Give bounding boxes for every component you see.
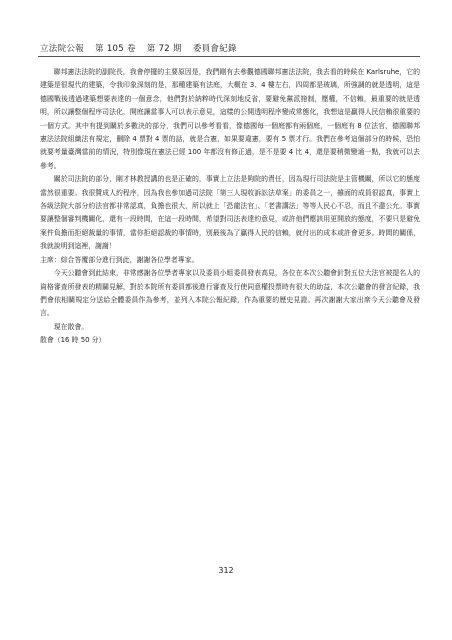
volume-number: 第 105 卷 (95, 44, 136, 54)
section-name: 委員會紀錄 (192, 44, 237, 54)
page-number: 312 (218, 566, 234, 575)
paragraph-4: 今天公聽會到此結束，非常感謝各位學者專家以及委員小組委員發表高見，各位在本次公聽會針對五位大法官被提名人的資格審查所發表的精闢見解，對於本院所有委員都後進行審查及行使同意權投票時有很大的助益，本次公聽會的發言紀錄，我們會依相關規定分送給全體委員作為參考，並列入本院公報紀錄，作為重要的歷史見證。再次謝謝大家出席今天公聽會及發言。 (40, 269, 420, 318)
adjourn-notice: 現在散會。 (53, 322, 89, 331)
issue-number: 第 72 期 (146, 44, 182, 54)
paragraph-1: 聯邦憲法法院的副院長，我會停擺的主要原因是，我們剛有去參觀德國聯邦憲法法院，我去看的時候在 Karlsruhe，它的建築是很現代的建築，令我印象深刻的是，那種建築有法庭，大概在 3、4 樓左右，四周都是玻璃，所強調的就是透明，這是德國戰後透過建築想要表達的一個意念，他們對於納粹時代深刻地反省，要避免黨派箝制，壓權，不信賴，最重要的就是透明，所以讓整個程序司法化，開庭讓當事人可以表示意見，這樣的公開透明程序變成常態化，我想這是贏得人民信賴很重要的一個方式。其中有提到關於多數決的部分，我們可以參考看看，像德國每一個庭都有兩個庭，一個庭有 8 位法官，德國聯邦憲法法院組織法有規定，刪除 4 票對 4 票的話，就是合憲，如果要違憲，要有 5 票才行。我們在參考這個部分的時候，恐怕就要考量臺灣當前的情況，特別像現在憲法已經 100 年都沒有修正過，是不是要 4 比 4，還是要稍微變通一點，我就可以去參考。 (40, 68, 420, 170)
document-body (40, 66, 420, 348)
adjourn-time: 散會（16 時 50 分） (40, 336, 106, 345)
chair-statement: 主席：綜合答覆部分進行到此，謝謝各位學者專家。 (40, 255, 199, 264)
header-divider (38, 56, 420, 57)
publication-name: 立法院公報 (40, 44, 85, 54)
page-header (40, 42, 420, 54)
paragraph-2: 關於司法院的部分，剛才林教授講的也是正確的，事實上立法是夠院的責任，因為現行司法院是主管機關，所以它的態度當然很重要。我很贊成人約程序，因為我也參加過司法院「第三人現收訴訟法草案」的委員之一，雖面的成員很認真，事實上各級法院大部分約法官都非常認真，負擔也很大，所以就上「恐龍法官」、「老書講法」等等人民心不忍，而且不盡公允。事實要讓整個審判機關化，還有一段時間，在這一段時間，希望對司法表達約意見，或許他們應該用更開放約態度，不要只是避免案件負擔而拒絕裁量的事情，當你拒絕認裁的事情時，別最後為了贏得人民的信賴，就付出的成本或許會更多。時間的關係，我就說明到這裡，謝謝！ (40, 175, 420, 251)
